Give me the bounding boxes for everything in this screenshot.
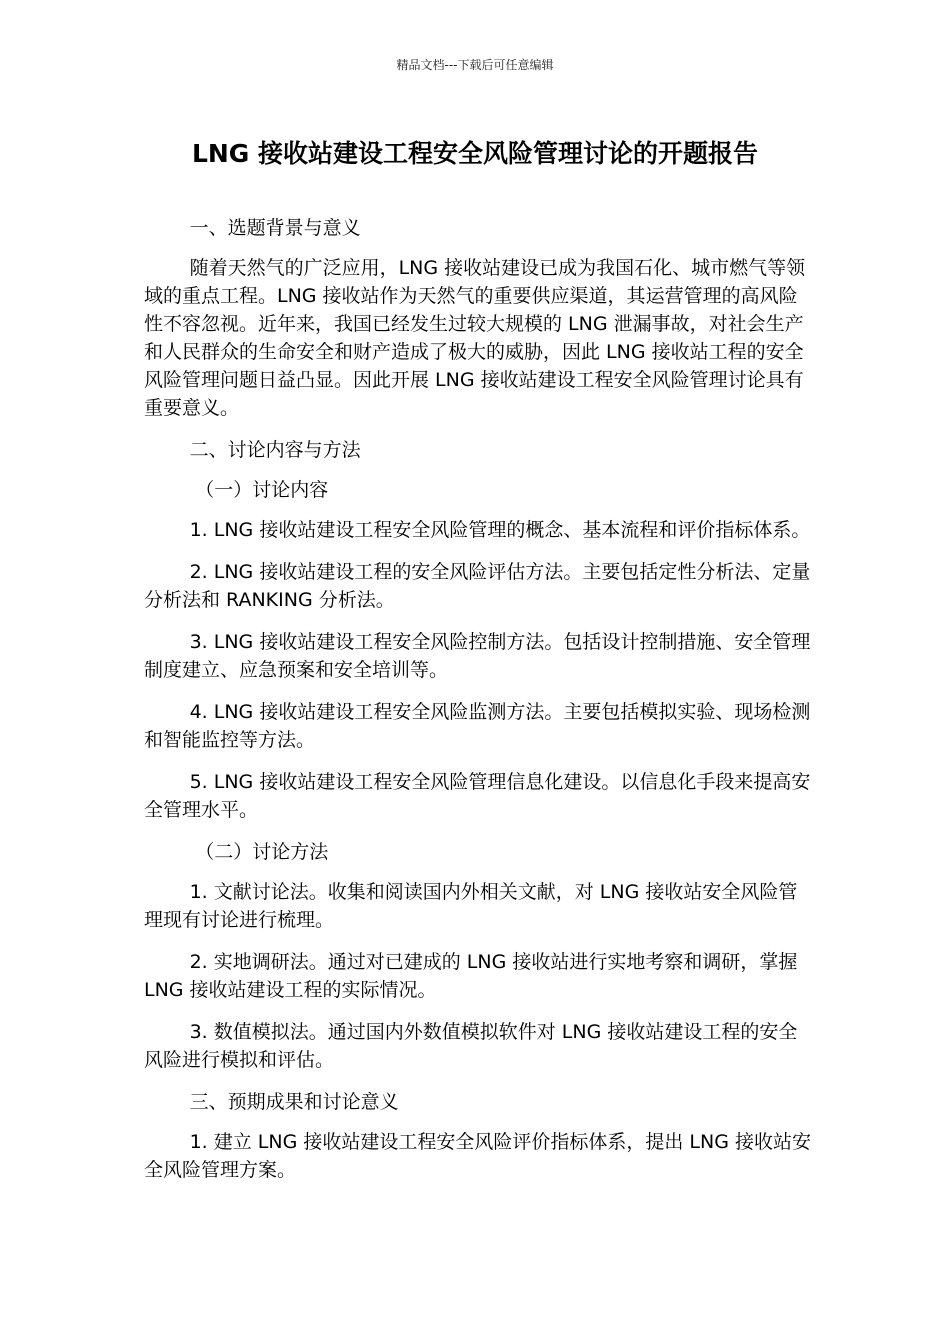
list-item: 1. LNG 接收站建设工程安全风险管理的概念、基本流程和评价指标体系。 [189,519,811,541]
list-item: 3. LNG 接收站建设工程安全风险控制方法。包括设计控制措施、安全管理制度建立、应急预案和安全培训等。 [144,631,811,681]
list-item: 2. 实地调研法。通过对已建成的 LNG 接收站进行实地考察和调研，掌握 LNG 接收站建设工程的实际情况。 [144,951,798,1001]
subsection-heading-content: （一）讨论内容 [195,479,329,501]
section-heading-content-method: 二、讨论内容与方法 [189,439,361,461]
list-item: 5. LNG 接收站建设工程安全风险管理信息化建设。以信息化手段来提高安全管理水平。 [144,771,811,821]
list-item: 4. LNG 接收站建设工程安全风险监测方法。主要包括模拟实验、现场检测和智能监控等方法。 [144,701,811,751]
document-title: LNG 接收站建设工程安全风险管理讨论的开题报告 [191,139,759,168]
subsection-heading-method: （二）讨论方法 [195,841,329,863]
list-item: 2. LNG 接收站建设工程的安全风险评估方法。主要包括定性分析法、定量分析法和 RANKING 分析法。 [144,561,811,611]
list-item: 1. 建立 LNG 接收站建设工程安全风险评价指标体系，提出 LNG 接收站安全风险管理方案。 [144,1131,811,1181]
list-item: 3. 数值模拟法。通过国内外数值模拟软件对 LNG 接收站建设工程的安全风险进行模拟和评估。 [144,1021,798,1071]
document-body [144,214,816,1198]
list-item: 1. 文献讨论法。收集和阅读国内外相关文献，对 LNG 接收站安全风险管理现有讨论进行梳理。 [144,881,798,931]
header-note: 精品文档---下载后可任意编辑 [396,58,554,72]
paragraph-background: 随着天然气的广泛应用，LNG 接收站建设已成为我国石化、城市燃气等领域的重点工程。LNG 接收站作为天然气的重要供应渠道，其运营管理的高风险性不容忽视。近年来，我国已经发生过较大规模的 LNG 泄漏事故，对社会生产和人民群众的生命安全和财产造成了极大的威胁，因此 LNG 接收站工程的安全风险管理问题日益凸显。因此开展 LNG 接收站建设工程安全风险管理讨论具有重要意义。 [144,257,806,419]
section-heading-background: 一、选题背景与意义 [189,217,361,239]
section-heading-outcomes: 三、预期成果和讨论意义 [189,1091,399,1113]
